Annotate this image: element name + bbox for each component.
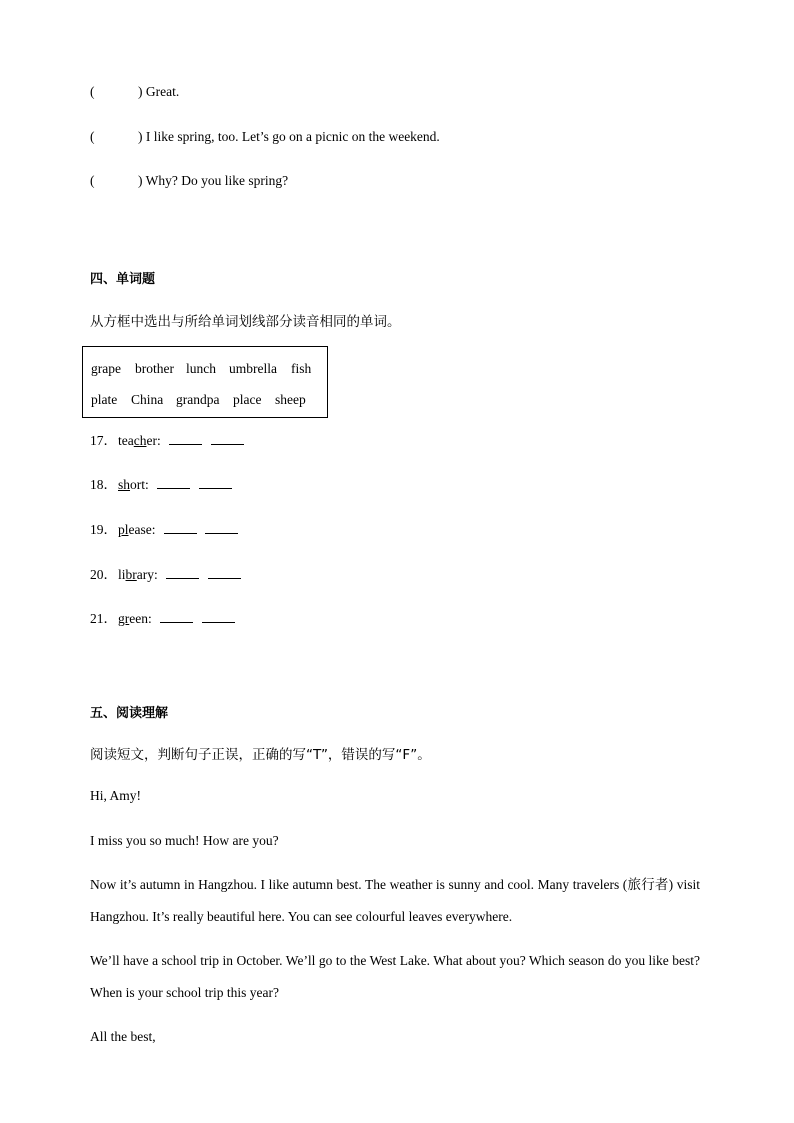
section5-heading: 五、阅读理解 [90, 706, 169, 721]
paren-close: ) [138, 129, 143, 144]
question-number: 17． [90, 433, 117, 448]
question-20 [90, 563, 241, 583]
paren-open: ( [90, 173, 95, 188]
answer-blank[interactable] [202, 611, 235, 623]
underlined-part: gr [118, 611, 130, 626]
option-line-1 [90, 84, 179, 100]
answer-blank[interactable] [199, 477, 232, 489]
answer-blank[interactable] [164, 522, 197, 534]
letter-paragraph-1: I miss you so much! How are you? [90, 833, 279, 848]
underlined-part: pl [118, 522, 129, 537]
word-box-row-1 [91, 361, 311, 377]
word-box-row-2 [91, 392, 306, 408]
word: fish [291, 361, 312, 376]
word-part: er: [146, 433, 161, 448]
letter-paragraph-3: We’ll have a school trip in October. We’ll go to the West Lake. What about you? Which season do you like best? When is your school trip this year? [90, 953, 700, 1000]
word: lunch [186, 361, 216, 376]
option-line-3 [90, 173, 288, 189]
section4-instruction: 从方框中选出与所给单词划线部分读音相同的单词。 [90, 314, 401, 330]
word-box [82, 346, 328, 418]
answer-blank[interactable] [211, 433, 244, 445]
word-part: ease: [128, 522, 156, 537]
paren-close: ) [138, 84, 143, 99]
section4-heading: 四、单词题 [90, 272, 156, 287]
answer-blank[interactable] [208, 567, 241, 579]
word: China [131, 392, 164, 407]
paren-open: ( [90, 129, 95, 144]
letter-closing: All the best, [90, 1029, 156, 1044]
question-18 [90, 473, 232, 493]
answer-blank[interactable] [160, 611, 193, 623]
section5-instruction: 阅读短文，判断句子正误，正确的写“T”，错误的写“F”。 [90, 747, 431, 763]
word-part: li [118, 567, 126, 582]
answer-blank[interactable] [205, 522, 238, 534]
word-part: tea [118, 433, 134, 448]
question-number: 18． [90, 477, 117, 492]
question-17 [90, 429, 244, 449]
word: plate [91, 392, 118, 407]
paren-open: ( [90, 84, 95, 99]
question-19 [90, 518, 238, 538]
word: grape [91, 361, 121, 376]
answer-blank[interactable] [157, 477, 190, 489]
word: brother [135, 361, 174, 376]
option-text: Why? Do you like spring? [145, 173, 289, 188]
underlined-part: sh [118, 477, 131, 492]
letter-paragraph-2: Now it’s autumn in Hangzhou. I like autumn best. The weather is sunny and cool. Many travelers (旅行者) visit Hangzhou. It’s really beautiful here. You can see colourful leaves everywhere. [90, 877, 700, 924]
word: umbrella [229, 361, 277, 376]
word: sheep [275, 392, 306, 407]
option-text: Great. [145, 84, 180, 99]
answer-blank[interactable] [169, 433, 202, 445]
question-number: 19． [90, 522, 117, 537]
word-part: een: [129, 611, 152, 626]
word: place [233, 392, 262, 407]
underlined-part: br [125, 567, 137, 582]
word-part: ary: [136, 567, 158, 582]
underlined-part: ch [133, 433, 147, 448]
answer-blank[interactable] [166, 567, 199, 579]
word-part: ort: [130, 477, 149, 492]
letter-greeting: Hi, Amy! [90, 788, 142, 803]
word: grandpa [176, 392, 220, 407]
question-21 [90, 607, 235, 627]
question-number: 20． [90, 567, 117, 582]
paren-close: ) [138, 173, 143, 188]
option-line-2 [90, 129, 440, 145]
question-number: 21． [90, 611, 117, 626]
option-text: I like spring, too. Let’s go on a picnic on the weekend. [145, 129, 440, 144]
